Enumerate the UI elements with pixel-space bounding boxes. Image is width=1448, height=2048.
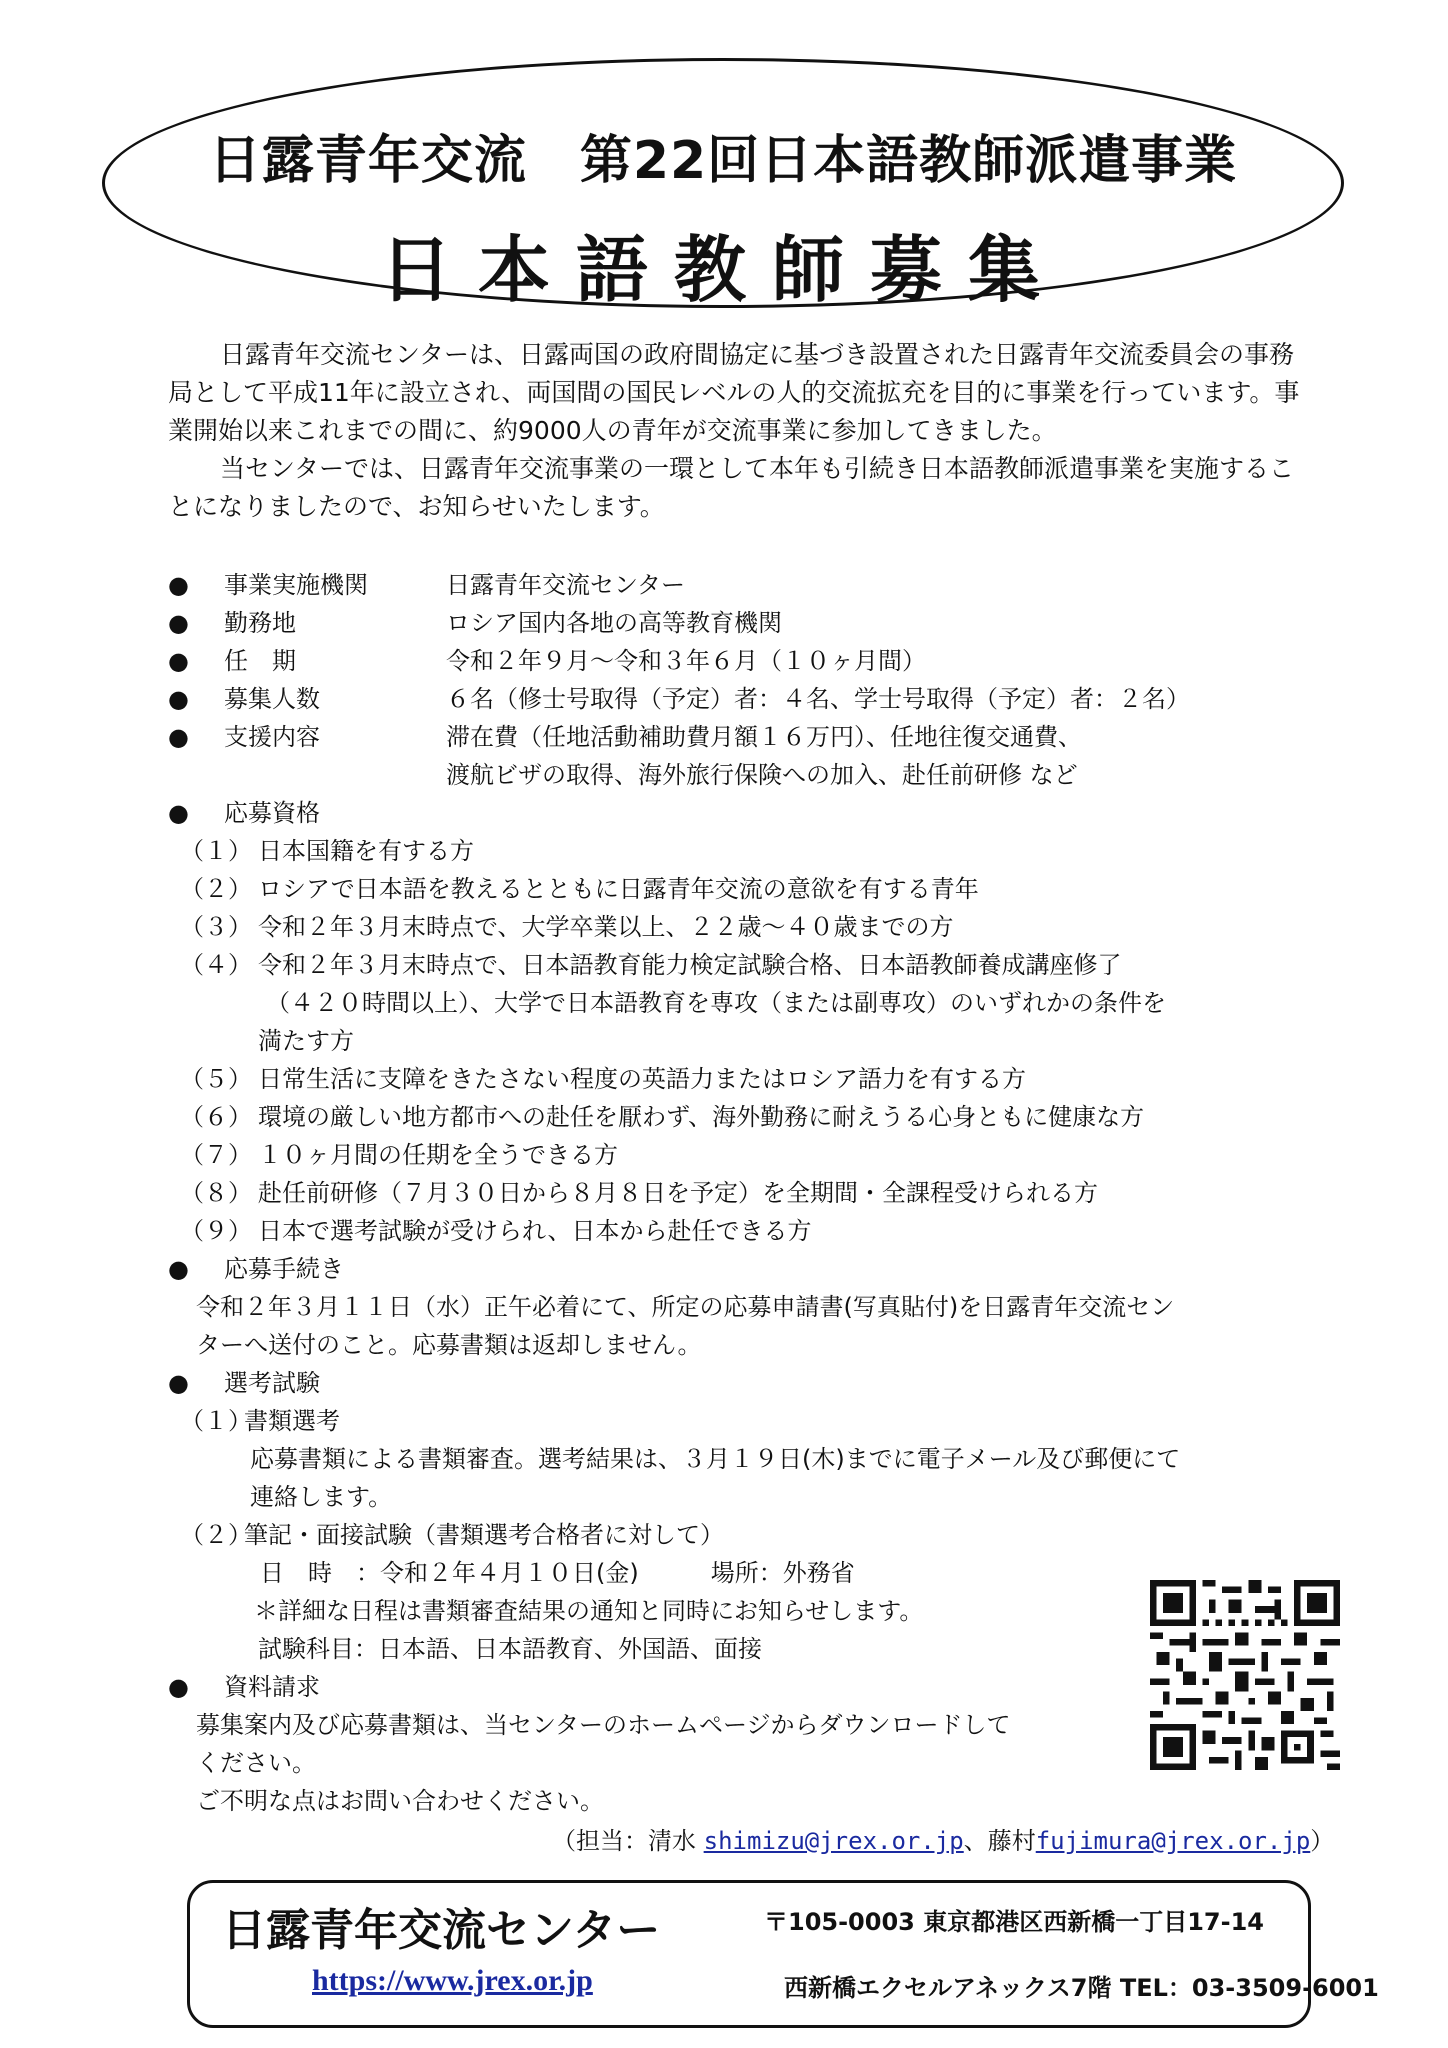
eligibility-item-cont [0,1022,1448,1060]
item-number: （１） [180,1407,252,1435]
info-row-term [0,642,1448,680]
bullet-icon: ● [168,685,189,713]
bullet-icon: ● [168,647,189,675]
step-title: 書類選考 [244,1407,340,1435]
eligibility-item [0,1212,1448,1250]
eligibility-item [0,1098,1448,1136]
materials-text: 募集案内及び応募書類は、当センターのホームページからダウンロードして [196,1711,1011,1739]
eligibility-item [0,946,1448,984]
item-text: 環境の厳しい地方都市への赴任を厭わず、海外勤務に耐えうる心身ともに健康な方 [258,1103,1145,1131]
exam-datetime: 日 時 ：令和２年４月１０日(金) 場所：外務省 [260,1559,855,1587]
procedure-text: ターへ送付のこと。応募書類は返却しません。 [196,1331,702,1359]
info-value: 令和２年９月～令和３年６月（１０ヶ月間） [446,647,926,675]
item-text: 令和２年３月末時点で、日本語教育能力検定試験合格、日本語教師養成講座修了 [258,951,1122,979]
section-eligibility-heading [0,794,1448,832]
contact-mid: 、藤村 [963,1827,1036,1855]
item-text: 日常生活に支障をきたさない程度の英語力またはロシア語力を有する方 [258,1065,1026,1093]
footer-address-line1: 〒105-0003 東京都港区西新橋一丁目17-14 [764,1908,1264,1936]
section-procedure-heading [0,1250,1448,1288]
eligibility-item [0,1060,1448,1098]
eligibility-item [0,1174,1448,1212]
page-subtitle: 日露青年交流 第22回日本語教師派遣事業 [208,131,1238,191]
bullet-icon: ● [168,609,189,637]
bullet-icon: ● [168,1673,189,1701]
eligibility-item [0,1136,1448,1174]
info-row-support-cont [0,756,1448,794]
eligibility-item-cont [0,984,1448,1022]
page-title: 日本語教師募集 [379,228,1066,312]
item-number: （２） [180,1521,252,1549]
eligibility-item [0,832,1448,870]
selection-step-2 [0,1516,1448,1554]
item-number: （９） [180,1217,252,1245]
item-number: （１） [180,837,252,865]
item-number: （３） [180,913,252,941]
item-text: 日本国籍を有する方 [258,837,474,865]
info-value: 渡航ビザの取得、海外旅行保険への加入、赴任前研修 など [446,761,1078,789]
exam-subjects: 試験科目：日本語、日本語教育、外国語、面接 [258,1635,762,1663]
eligibility-item [0,870,1448,908]
info-value: ロシア国内各地の高等教育機関 [446,609,782,637]
item-number: （８） [180,1179,252,1207]
email-link-shimizu[interactable]: shimizu@jrex.or.jp [703,1827,964,1855]
info-row-support [0,718,1448,756]
info-row-workplace [0,604,1448,642]
section-heading: 選考試験 [224,1369,320,1397]
info-value: ６名（修士号取得（予定）者：４名、学士号取得（予定）者：２名） [446,685,1190,713]
item-number: （２） [180,875,252,903]
selection-text: 連絡します。 [250,1483,393,1511]
intro-text [168,336,1318,526]
item-text: １０ヶ月間の任期を全うできる方 [258,1141,618,1169]
bullet-icon: ● [168,571,189,599]
item-text: （４２０時間以上）、大学で日本語教育を専攻（または副専攻）のいずれかの条件を [266,989,1166,1017]
info-label: 事業実施機関 [224,571,368,599]
item-text: 満たす方 [258,1027,354,1055]
info-row-headcount [0,680,1448,718]
item-number: （６） [180,1103,252,1131]
procedure-text: 令和２年３月１１日（水）正午必着にて、所定の応募申請書(写真貼付)を日露青年交流セン [196,1293,1175,1321]
section-heading: 応募資格 [224,799,320,827]
contact-open: （担当：清水 [552,1827,704,1855]
footer-address-line2: 西新橋エクセルアネックス7階 TEL：03-3509-6001 [784,1974,1379,2002]
info-label: 募集人数 [224,685,320,713]
info-value: 滞在費（任地活動補助費月額１６万円）、任地往復交通費、 [446,723,1082,751]
email-link-fujimura[interactable]: fujimura@jrex.or.jp [1035,1827,1311,1855]
item-text: ロシアで日本語を教えるとともに日露青年交流の意欲を有する青年 [258,875,979,903]
homepage-link[interactable]: https://www.jrex.or.jp [312,1964,593,1997]
item-number: （７） [180,1141,252,1169]
materials-text: ご不明な点はお問い合わせください。 [196,1787,604,1815]
selection-text: 応募書類による書類審査。選考結果は、３月１９日(木)までに電子メール及び郵便にて [250,1445,1181,1473]
contact-line [552,1822,1334,1860]
bullet-icon: ● [168,1255,189,1283]
item-text: 赴任前研修（７月３０日から８月８日を予定）を全期間・全課程受けられる方 [258,1179,1098,1207]
contact-close: ） [1310,1827,1335,1855]
section-selection-heading [0,1364,1448,1402]
step-title: 筆記・面接試験（書類選考合格者に対して） [244,1521,724,1549]
info-label: 勤務地 [224,609,296,637]
intro-paragraph-1: 日露青年交流センターは、日露両国の政府間協定に基づき設置された日露青年交流委員会の事務局として平成11年に設立され、両国間の国民レベルの人的交流拡充を目的に事業を行っています。事業開始以来これまでの間に、約9000人の青年が交流事業に参加してきました。 [168,340,1300,445]
info-label: 任 期 [224,647,296,675]
bullet-icon: ● [168,723,189,751]
intro-paragraph-2: 当センターでは、日露青年交流事業の一環として本年も引続き日本語教師派遣事業を実施することになりましたので、お知らせいたします。 [168,454,1295,521]
item-text: 令和２年３月末時点で、大学卒業以上、２２歳～４０歳までの方 [258,913,954,941]
eligibility-item [0,908,1448,946]
selection-step-1 [0,1402,1448,1440]
item-number: （５） [180,1065,252,1093]
organization-name: 日露青年交流センター [222,1905,661,1956]
item-number: （４） [180,951,252,979]
bullet-icon: ● [168,799,189,827]
info-row-organizer [0,566,1448,604]
bullet-icon: ● [168,1369,189,1397]
qr-code-icon[interactable] [1150,1580,1340,1770]
exam-note: ＊詳細な日程は書類審査結果の通知と同時にお知らせします。 [254,1597,924,1625]
item-text: 日本で選考試験が受けられ、日本から赴任できる方 [258,1217,812,1245]
section-heading: 資料請求 [224,1673,320,1701]
materials-text: ください。 [196,1749,316,1777]
section-heading: 応募手続き [224,1255,344,1283]
info-value: 日露青年交流センター [446,571,686,599]
info-label: 支援内容 [224,723,320,751]
